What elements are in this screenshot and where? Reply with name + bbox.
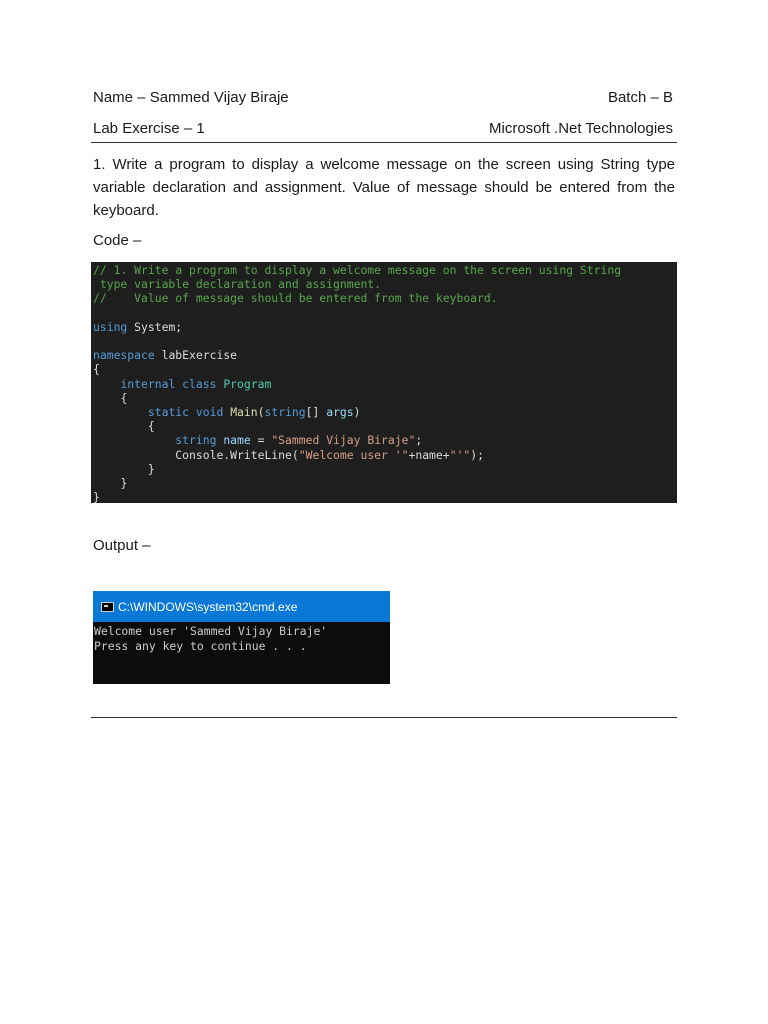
code-brace: } [93,490,100,503]
console-window [93,591,390,684]
code-welcome-literal: "Welcome user '" [298,447,409,462]
code-brace: } [147,461,155,476]
code-console-call: Console.WriteLine( [175,447,299,462]
code-variable-name: name [223,433,251,448]
code-comment-line-3: // Value of message should be entered from the keyboard. [93,291,498,306]
console-line-2: Press any key to continue . . . [94,639,307,653]
code-concat: +name+ [408,447,450,462]
code-quote-literal: "'" [449,447,471,462]
code-brace: { [147,419,155,434]
code-keyword-class: class [182,376,217,391]
code-keyword-string: string [264,405,306,420]
code-keyword-static: static [147,405,190,420]
code-keyword-void: void [195,405,224,420]
output-label: Output – [93,537,151,554]
code-comment-line-2: type variable declaration and assignment. [93,277,382,292]
console-output [93,624,390,654]
lab-exercise-label: Lab Exercise – 1 [93,120,205,137]
code-keyword-using: using [93,319,128,334]
code-brace: { [120,390,128,405]
footer-divider [91,717,677,718]
header-row-1 [93,89,673,106]
code-keyword-string: string [175,433,217,448]
code-keyword-namespace: namespace [93,348,155,363]
console-line-1: Welcome user 'Sammed Vijay Biraje' [94,624,328,638]
code-keyword-internal: internal [120,376,176,391]
code-brace: { [93,362,100,377]
code-brace: } [120,476,128,491]
cmd-icon [101,602,114,612]
header-divider [91,142,677,143]
batch-label: Batch – B [607,89,673,106]
console-title: C:\WINDOWS\system32\cmd.exe [118,599,298,614]
subject-label: Microsoft .Net Technologies [489,120,673,137]
student-name: Name – Sammed Vijay Biraje [93,89,289,106]
code-namespace-name: labExercise [154,348,238,363]
code-class-name: Program [223,376,272,391]
question-text: 1. Write a program to display a welcome message on the screen using String type variable declaration and assignment. Value of message should be entered from the keyboard. [93,156,675,219]
code-block [91,262,677,503]
code-listing: // 1. Write a program to display a welcome message on the screen using String type variable declaration and assignment. // Value of message should be entered from the keyboard. using System; namespace labExercise { internal class Program { static void Main(string[] args) { string name = "Sammed Vijay Biraje"; Console.WriteLine("Welcome user '"+name+"'"); } } } [93,263,622,503]
code-label: Code – [93,232,142,249]
code-args-name: args [326,405,354,420]
code-comment-line-1: // 1. Write a program to display a welcome message on the screen using String [93,263,622,277]
header-row-2 [93,120,673,137]
code-args-decl: [] [305,405,327,420]
code-string-literal: "Sammed Vijay Biraje" [271,433,416,448]
code-method-main: Main [230,405,258,420]
console-title-bar[interactable] [93,591,390,622]
code-using-target: System; [127,319,183,334]
code-call-end: ); [470,447,484,462]
